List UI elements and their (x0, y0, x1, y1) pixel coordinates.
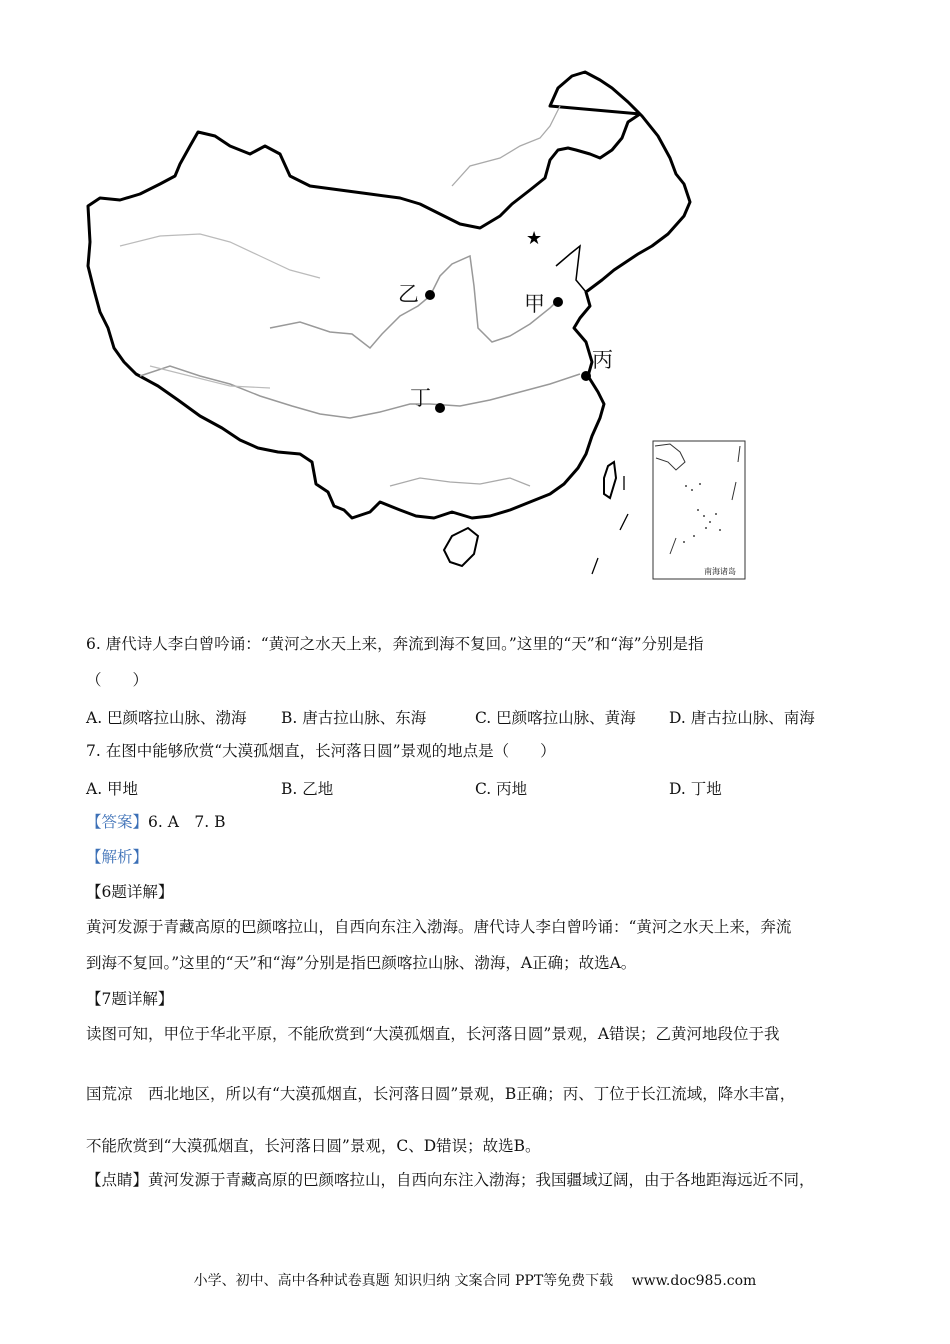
bohai-coast (556, 246, 586, 292)
inset-caption: 南海诸岛 (704, 567, 736, 576)
q6-option-b: B. 唐古拉山脉、东海 (281, 709, 427, 727)
point-yi-dot (425, 290, 435, 300)
q6-option-d: D. 唐古拉山脉、南海 (669, 709, 815, 727)
q7-option-c: C. 丙地 (475, 780, 528, 798)
tip-text: 黄河发源于青藏高原的巴颜喀拉山，自西向东注入渤海；我国疆域辽阔，由于各地距海远近不同， (148, 1171, 815, 1189)
china-border (88, 72, 690, 518)
label-ding: 丁 (410, 386, 431, 410)
tip-line (86, 1170, 815, 1190)
q6-stem: 6. 唐代诗人李白曾吟诵：“黄河之水天上来，奔流到海不复回。”这里的“天”和“海”分别是指 (86, 635, 704, 653)
analysis-tag: 【解析】 (86, 848, 149, 866)
q6-option-a: A. 巴颜喀拉山脉、渤海 (86, 709, 247, 727)
detail7-line1: 读图可知，甲位于华北平原，不能欣赏到“大漠孤烟直，长河落日圆”景观，A错误；乙黄河地段位于我 (86, 1025, 780, 1043)
tip-tag: 【点睛】 (86, 1171, 149, 1189)
northeast-river (452, 106, 560, 186)
yangtze-river (140, 366, 580, 418)
label-jia: 甲 (524, 292, 545, 316)
q7-option-a: A. 甲地 (86, 780, 139, 798)
detail7-line3: 不能欣赏到“大漠孤烟直，长河落日圆”景观，C、D错误；故选B。 (86, 1137, 541, 1155)
detail7-line2: 国荒凉 西北地区，所以有“大漠孤烟直，长河落日圆”景观，B正确；丙、丁位于长江流域，降水丰富， (86, 1085, 796, 1103)
sea-dash-3 (592, 558, 598, 574)
q7-stem: 7. 在图中能够欣赏“大漠孤烟直，长河落日圆”景观的地点是（ ） (86, 742, 556, 760)
map-drawing (80, 66, 760, 586)
southern-river (390, 478, 530, 486)
china-map (80, 66, 760, 586)
detail6-heading: 【6题详解】 (86, 883, 174, 901)
q7-option-d: D. 丁地 (669, 780, 722, 798)
capital-star-icon: ★ (526, 228, 543, 249)
q6-option-c: C. 巴颜喀拉山脉、黄海 (475, 709, 636, 727)
detail6-line1: 黄河发源于青藏高原的巴颜喀拉山，自西向东注入渤海。唐代诗人李白曾吟诵：“黄河之水天上来，奔流 (86, 918, 792, 936)
answer-line (86, 812, 226, 832)
sea-dash-2 (620, 514, 628, 530)
hainan-island (444, 528, 478, 566)
detail7-heading: 【7题详解】 (86, 990, 174, 1008)
point-ding-dot (435, 403, 445, 413)
western-range (120, 234, 320, 278)
answer-text: 6. A 7. B (148, 813, 226, 831)
label-yi: 乙 (398, 282, 419, 306)
q7-option-b: B. 乙地 (281, 780, 334, 798)
q6-paren: （ ） (86, 671, 149, 689)
point-bing-dot (581, 371, 591, 381)
taiwan-island (604, 462, 616, 498)
point-jia-dot (553, 297, 563, 307)
answer-tag: 【答案】 (86, 813, 149, 831)
tibet-range (150, 366, 270, 388)
detail6-line2: 到海不复回。”这里的“天”和“海”分别是指巴颜喀拉山脉、渤海，A正确；故选A。 (86, 954, 637, 972)
label-bing: 丙 (592, 348, 613, 372)
page-footer: 小学、初中、高中各种试卷真题 知识归纳 文案合同 PPT等免费下载 www.doc985.com (193, 1273, 757, 1289)
